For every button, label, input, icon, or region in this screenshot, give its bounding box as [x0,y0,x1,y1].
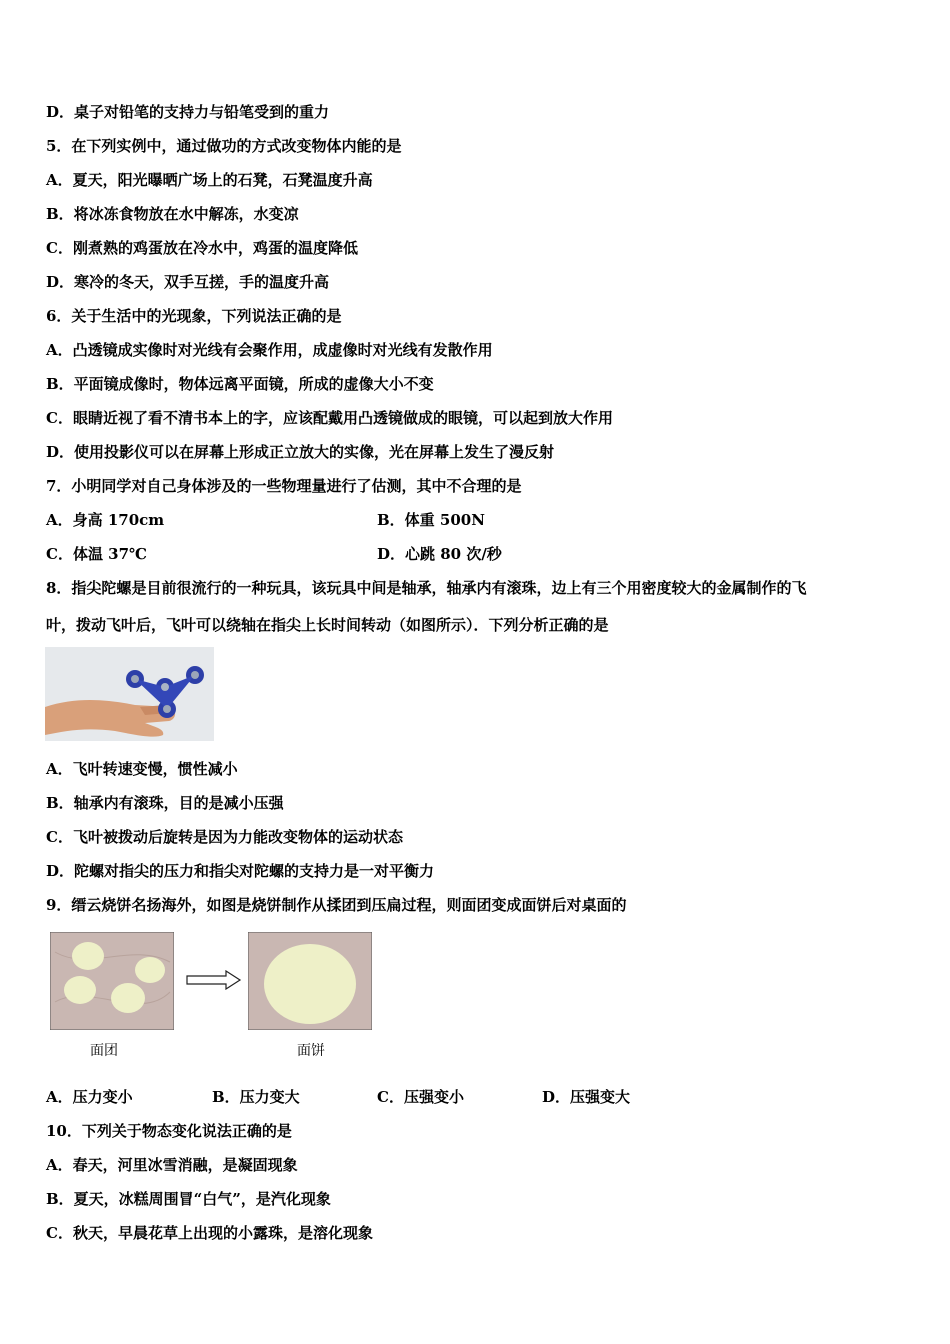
q9-option-a: A．压力变小 [46,1088,133,1106]
q6-option-b: B．平面镜成像时，物体远离平面镜，所成的虚像大小不变 [46,375,434,393]
q9-option-c: C．压强变小 [377,1088,464,1106]
q8-option-a: A．飞叶转速变慢，惯性减小 [46,760,238,778]
q6-option-c: C．眼睛近视了看不清书本上的字，应该配戴用凸透镜做成的眼镜，可以起到放大作用 [46,409,613,427]
q8-stem-line1: 8．指尖陀螺是目前很流行的一种玩具，该玩具中间是轴承，轴承内有滚珠，边上有三个用密度较大的金属制作的飞 [46,579,807,597]
q8-option-c: C．飞叶被拨动后旋转是因为力能改变物体的运动状态 [46,828,403,846]
q5-stem: 5．在下列实例中，通过做功的方式改变物体内能的是 [46,137,402,155]
q9-stem: 9．缙云烧饼名扬海外，如图是烧饼制作从揉团到压扁过程，则面团变成面饼后对桌面的 [46,896,627,914]
q8-option-d: D．陀螺对指尖的压力和指尖对陀螺的支持力是一对平衡力 [46,862,435,880]
caption-dough: 面团 [90,1043,118,1059]
q10-option-a: A．春天，河里冰雪消融，是凝固现象 [46,1156,298,1174]
fidget-spinner-photo [45,647,214,741]
q5-option-d: D．寒冷的冬天，双手互搓，手的温度升高 [46,273,330,291]
flat-dough-photo [248,932,372,1030]
q10-option-c: C．秋天，早晨花草上出现的小露珠，是溶化现象 [46,1224,373,1242]
q8-stem-line2: 叶，拨动飞叶后，飞叶可以绕轴在指尖上长时间转动（如图所示）．下列分析正确的是 [46,616,609,634]
dough-balls-photo [50,932,174,1030]
q9-option-b: B．压力变大 [212,1088,300,1106]
q10-option-b: B．夏天，冰糕周围冒“白气”，是汽化现象 [46,1190,331,1208]
q6-stem: 6．关于生活中的光现象，下列说法正确的是 [46,307,342,325]
q7-stem: 7．小明同学对自己身体涉及的一些物理量进行了估测，其中不合理的是 [46,477,522,495]
q9-option-d: D．压强变大 [542,1088,631,1106]
q4-option-d: D．桌子对铅笔的支持力与铅笔受到的重力 [46,103,330,121]
q10-stem: 10．下列关于物态变化说法正确的是 [46,1122,292,1140]
q7-option-a: A．身高 170cm [46,511,165,529]
q6-option-a: A．凸透镜成实像时对光线有会聚作用，成虚像时对光线有发散作用 [46,341,493,359]
arrow-icon [186,970,242,990]
q5-option-c: C．刚煮熟的鸡蛋放在冷水中，鸡蛋的温度降低 [46,239,358,257]
q6-option-d: D．使用投影仪可以在屏幕上形成正立放大的实像，光在屏幕上发生了漫反射 [46,443,555,461]
q8-option-b: B．轴承内有滚珠，目的是减小压强 [46,794,284,812]
q7-option-b: B．体重 500N [377,511,485,529]
q7-option-c: C．体温 37℃ [46,545,148,563]
q5-option-b: B．将冰冻食物放在水中解冻，水变凉 [46,205,299,223]
q5-option-a: A．夏天，阳光曝晒广场上的石凳，石凳温度升高 [46,171,373,189]
caption-flatbread: 面饼 [297,1043,325,1059]
q7-option-d: D．心跳 80 次/秒 [377,545,502,563]
